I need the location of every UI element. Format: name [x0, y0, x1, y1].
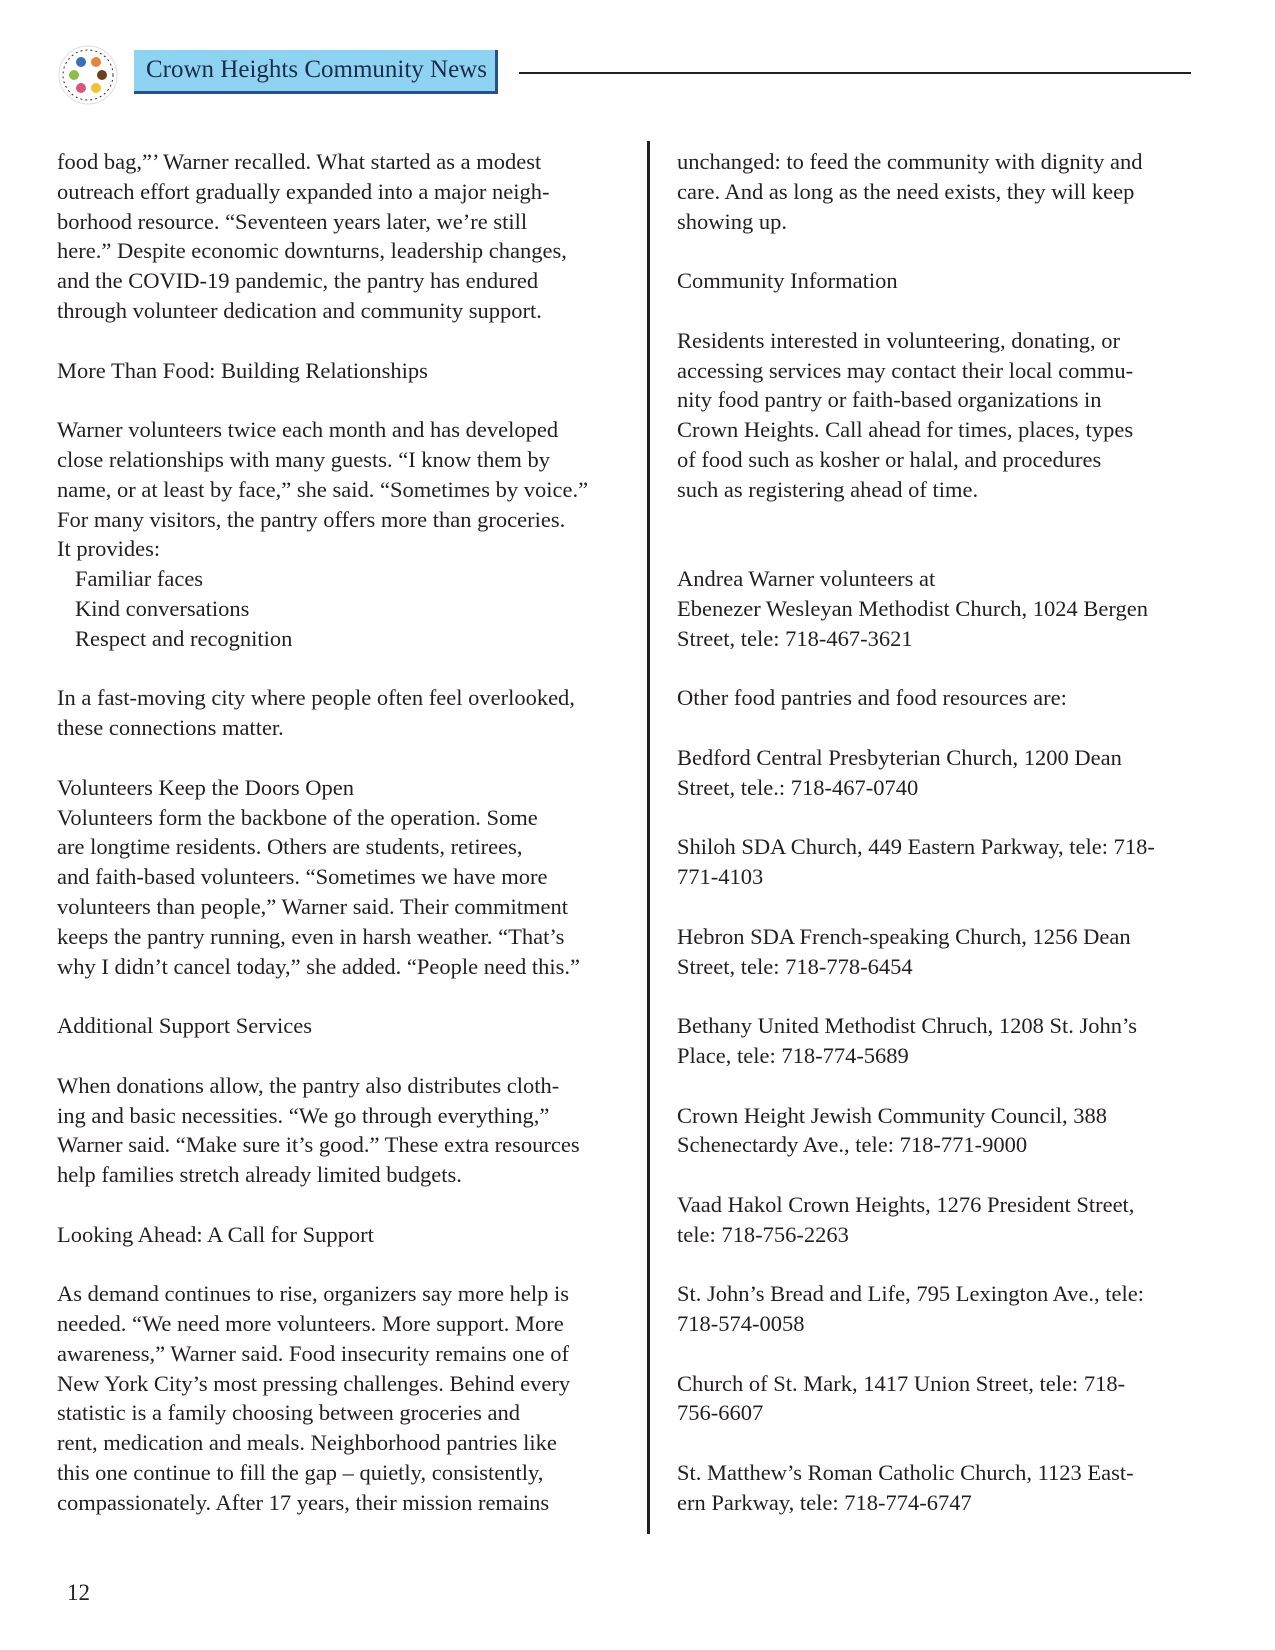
blank-line	[677, 1249, 1197, 1279]
left-column	[57, 147, 627, 1518]
text-line: name, or at least by face,” she said. “Sometimes by voice.”	[57, 476, 589, 502]
text-line: accessing services may contact their local commu-	[677, 357, 1134, 383]
blank-line	[677, 654, 1197, 684]
text-line: Street, tele: 718-467-3621	[677, 625, 913, 651]
text-line: St. John’s Bread and Life, 795 Lexington Ave., tele:	[677, 1281, 1144, 1307]
text-line: through volunteer dedication and community support.	[57, 297, 542, 323]
text-line: 718-574-0058	[677, 1311, 805, 1337]
text-line: Andrea Warner volunteers at	[677, 566, 936, 592]
text-line: Ebenezer Wesleyan Methodist Church, 1024 Bergen	[677, 595, 1148, 621]
text-line: are longtime residents. Others are students, retirees,	[57, 834, 523, 860]
text-line: Crown Heights. Call ahead for times, places, types	[677, 417, 1134, 443]
text-line: St. Matthew’s Roman Catholic Church, 1123 East-	[677, 1460, 1134, 1486]
blank-line	[57, 654, 627, 684]
blank-line	[677, 1160, 1197, 1190]
blank-line	[677, 892, 1197, 922]
blank-line	[57, 1041, 627, 1071]
text-line: keeps the pantry running, even in harsh weather. “That’s	[57, 923, 565, 949]
text-line: care. And as long as the need exists, they will keep	[677, 178, 1135, 204]
text-line: Community Information	[677, 268, 898, 294]
text-line: Other food pantries and food resources are:	[677, 685, 1067, 711]
text-line: Looking Ahead: A Call for Support	[57, 1221, 374, 1247]
text-line: Street, tele: 718-778-6454	[677, 953, 913, 979]
blank-line	[57, 743, 627, 773]
text-line: and the COVID-19 pandemic, the pantry has endured	[57, 268, 539, 294]
text-line: Respect and recognition	[75, 625, 293, 651]
text-line: Street, tele.: 718-467-0740	[677, 774, 919, 800]
text-line: unchanged: to feed the community with dignity and	[677, 149, 1143, 174]
text-line: compassionately. After 17 years, their mission remains	[57, 1489, 550, 1515]
blank-line	[677, 296, 1197, 326]
text-line: close relationships with many guests. “I know them by	[57, 446, 551, 472]
blank-line	[677, 534, 1197, 564]
right-column	[677, 147, 1197, 1518]
text-line: Volunteers Keep the Doors Open	[57, 774, 355, 800]
text-line: Volunteers form the backbone of the operation. Some	[57, 804, 538, 830]
text-line: outreach effort gradually expanded into a major neigh-	[57, 178, 550, 204]
organization-logo	[57, 44, 119, 106]
text-line: ing and basic necessities. “We go through everything,”	[57, 1102, 550, 1128]
text-line: Place, tele: 718-774-5689	[677, 1042, 909, 1068]
text-line: Bedford Central Presbyterian Church, 1200 Dean	[677, 744, 1122, 770]
text-line: Church of St. Mark, 1417 Union Street, tele: 718-	[677, 1370, 1126, 1396]
text-line: As demand continues to rise, organizers say more help is	[57, 1281, 569, 1307]
text-line: Hebron SDA French-speaking Church, 1256 Dean	[677, 923, 1131, 949]
text-line: 771-4103	[677, 864, 764, 890]
text-line: When donations allow, the pantry also distributes cloth-	[57, 1072, 560, 1098]
page-number: 12	[67, 1580, 90, 1605]
blank-line	[57, 981, 627, 1011]
text-line: rent, medication and meals. Neighborhood pantries like	[57, 1430, 557, 1456]
text-line: Familiar faces	[75, 566, 204, 592]
text-line: food bag,”’ Warner recalled. What started as a modest	[57, 149, 542, 174]
text-line: tele: 718-756-2263	[677, 1221, 849, 1247]
text-line: showing up.	[677, 208, 788, 234]
text-line: volunteers than people,” Warner said. Their commitment	[57, 893, 568, 919]
text-line: For many visitors, the pantry offers more than groceries.	[57, 506, 566, 532]
blank-line	[677, 1071, 1197, 1101]
text-line: and faith-based volunteers. “Sometimes we have more	[57, 864, 548, 890]
text-line: Bethany United Methodist Chruch, 1208 St. John’s	[677, 1013, 1137, 1039]
newsletter-title-banner: Crown Heights Community News	[134, 50, 498, 94]
text-line: Warner volunteers twice each month and has developed	[57, 417, 559, 443]
blank-line	[677, 803, 1197, 833]
text-line: It provides:	[57, 536, 161, 562]
text-line: Shiloh SDA Church, 449 Eastern Parkway, tele: 718-	[677, 834, 1155, 860]
text-line: awareness,” Warner said. Food insecurity remains one of	[57, 1340, 569, 1366]
blank-line	[677, 236, 1197, 266]
blank-line	[57, 1249, 627, 1279]
text-line: New York City’s most pressing challenges. Behind every	[57, 1370, 571, 1396]
text-line: of food such as kosher or halal, and procedures	[677, 446, 1102, 472]
blank-line	[57, 385, 627, 415]
header-rule	[519, 72, 1191, 74]
text-line: these connections matter.	[57, 715, 284, 741]
blank-line	[57, 326, 627, 356]
text-line: why I didn’t cancel today,” she added. “People need this.”	[57, 953, 580, 979]
text-line: 756-6607	[677, 1400, 764, 1426]
blank-line	[677, 1339, 1197, 1369]
blank-line	[677, 505, 1197, 535]
text-line: Residents interested in volunteering, donating, or	[677, 327, 1121, 353]
text-line: In a fast-moving city where people often feel overlooked,	[57, 685, 575, 711]
text-line: here.” Despite economic downturns, leadership changes,	[57, 238, 567, 264]
text-line: More Than Food: Building Relationships	[57, 357, 428, 383]
text-line: ern Parkway, tele: 718-774-6747	[677, 1489, 972, 1515]
blank-line	[677, 981, 1197, 1011]
text-line: help families stretch already limited budgets.	[57, 1162, 462, 1188]
text-line: needed. “We need more volunteers. More support. More	[57, 1311, 564, 1337]
text-line: Warner said. “Make sure it’s good.” These extra resources	[57, 1132, 580, 1158]
blank-line	[57, 1190, 627, 1220]
blank-line	[677, 713, 1197, 743]
text-line: Additional Support Services	[57, 1013, 312, 1039]
text-line: such as registering ahead of time.	[677, 476, 979, 502]
text-line: Vaad Hakol Crown Heights, 1276 President Street,	[677, 1191, 1135, 1217]
text-line: statistic is a family choosing between groceries and	[57, 1400, 520, 1426]
text-line: nity food pantry or faith-based organizations in	[677, 387, 1102, 413]
column-divider	[647, 141, 650, 1534]
text-line: Schenectardy Ave., tele: 718-771-9000	[677, 1132, 1028, 1158]
text-line: this one continue to fill the gap – quietly, consistently,	[57, 1460, 544, 1486]
text-line: Crown Height Jewish Community Council, 388	[677, 1102, 1107, 1128]
text-line: borhood resource. “Seventeen years later, we’re still	[57, 208, 528, 234]
text-line: Kind conversations	[75, 595, 250, 621]
blank-line	[677, 1428, 1197, 1458]
